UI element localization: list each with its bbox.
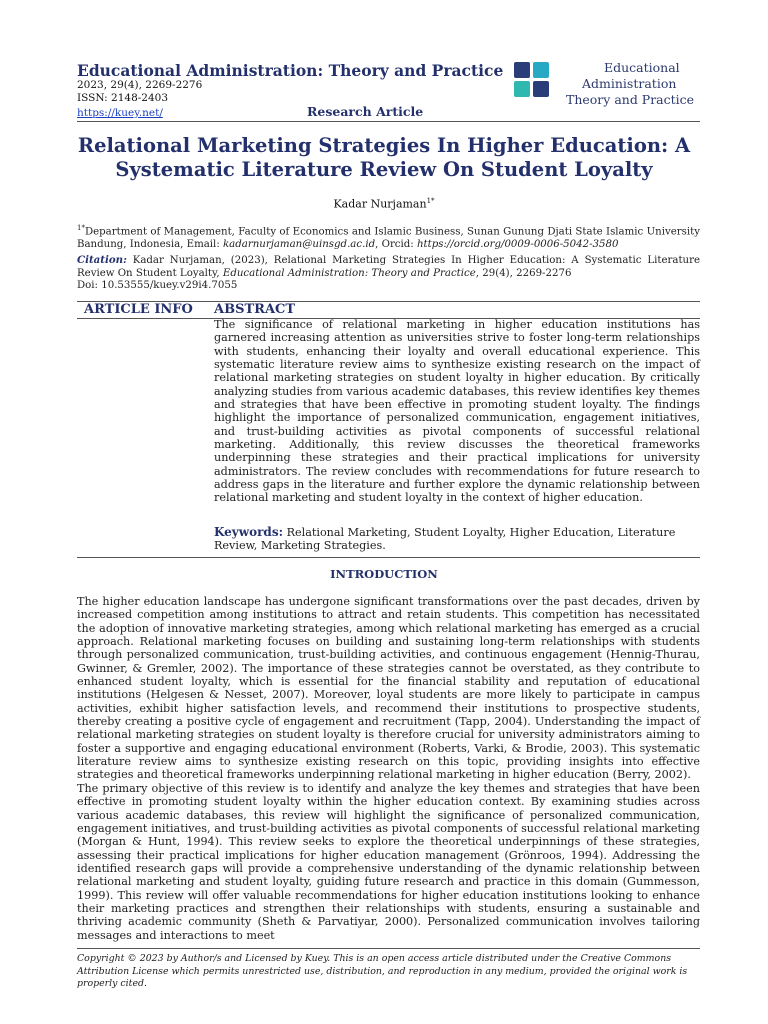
intro-paragraph: The higher education landscape has undergone significant transformations over the past decades, driven by increased competition among institutions to attract and retain students. This competition has necessitated the adoption of innovative marketing strategies, among which relational marketing has emerged as a crucial approach. Relational marketing focuses on building and sustaining long-term relationships with students through personalized communication, trust-building activities, and continuous engagement (Hennig-Thurau, Gwinner, & Gremler, 2002). The importance of these strategies cannot be overstated, as they contribute to enhanced student loyalty, which is essential for the financial stability and reputation of educational institutions (Helgesen & Nesset, 2007). Moreover, loyal students are more likely to participate in campus activities, exhibit higher satisfaction levels, and recommend their institutions to prospective students, thereby creating a positive cycle of engagement and recruitment (Tapp, 2004). Understanding the impact of relational marketing strategies on student loyalty is therefore crucial for university administrators aiming to foster a supportive and engaging educational environment (Roberts, Varki, & Brodie, 2003). This systematic literature review aims to synthesize existing research on this topic, providing insights into effective strategies and theoretical frameworks underpinning relational marketing in higher education (Berry, 2002). [77,595,700,782]
orcid-link[interactable]: https://orcid.org/0009-0006-5042-3580 [416,238,619,250]
affiliation-text: Department of Management, Faculty of Economics and Islamic Business, Sunan Gunung Djati State Islamic University Bandung, Indonesia, Email: [77,226,700,250]
logo-square-icon [514,62,530,78]
citation-block [77,254,700,293]
introduction-heading: INTRODUCTION [330,567,438,581]
article-type: Research Article [307,104,424,119]
abstract-text: The significance of relational marketing in higher education institutions has garnered increasing attention as universities strive to foster long-term relationships with students, enhancing their loyalty and overall educational experience. This systematic literature review aims to synthesize existing research on the impact of relational marketing strategies on student loyalty in higher education. By critically analyzing studies from various academic databases, this review identifies key themes and strategies that have been effective in promoting student loyalty. The findings highlight the importance of personalized communication, engagement initiatives, and trust-building activities as pivotal components of successful relational marketing. Additionally, this review discusses the theoretical frameworks underpinning these strategies and their practical implications for university administrators. The review concludes with recommendations for future research to address gaps in the literature and further explore the dynamic relationship between relational marketing and student loyalty in the context of higher education. [214,318,700,505]
journal-title: Educational Administration: Theory and Practice [77,61,504,80]
citation-label: Citation: [77,254,127,266]
footer-rule [77,948,700,949]
article-info-heading: ARTICLE INFO [84,302,193,317]
affiliation [77,222,700,251]
author-line [0,197,768,211]
logo-square-icon [533,81,549,97]
logo-square-icon [533,62,549,78]
citation-tail: , 29(4), 2269-2276 [475,267,572,279]
citation-journal: Educational Administration: Theory and Practice [222,267,476,279]
issn: ISSN: 2148-2403 [77,92,169,104]
logo-line-2: Administration [582,76,677,91]
volume-info: 2023, 29(4), 2269-2276 [77,79,203,91]
author-email[interactable]: kadarnurjaman@uinsgd.ac.id [223,238,376,250]
abstract-bottom-rule [77,557,700,558]
journal-url-link[interactable]: https://kuey.net/ [77,107,163,119]
logo-square-icon [514,81,530,97]
introduction-body [77,595,700,942]
abstract-heading: ABSTRACT [214,302,296,317]
header-rule [77,121,700,122]
keywords-text: Relational Marketing, Student Loyalty, Higher Education, Literature Review, Marketing Strategies. [214,526,676,553]
citation-text: Kadar Nurjaman, (2023), Relational Marketing Strategies In Higher Education: A Systematic Literature Review On Student Loyalty, [77,255,700,279]
logo-line-1: Educational [604,60,680,75]
orcid-label: , Orcid: [375,238,417,250]
author-name: Kadar Nurjaman [333,197,427,211]
logo-line-3: Theory and Practice [566,92,695,107]
doi: Doi: 10.53555/kuey.v29i4.7055 [77,280,238,291]
affiliation-superscript: 1* [77,224,85,232]
keywords-label: Keywords: [214,525,284,539]
journal-logo [514,60,694,110]
copyright-footer: Copyright © 2023 by Author/s and Licensed by Kuey. This is an open access article distributed under the Creative Commons Attribution License which permits unrestricted use, distribution, and reproduction in any medium, provided the original work is properly cited. [77,953,688,989]
intro-paragraph: The primary objective of this review is to identify and analyze the key themes and strategies that have been effective in promoting student loyalty within the higher education context. By examining studies across various academic databases, this review will highlight the significance of personalized communication, engagement initiatives, and trust-building activities as pivotal components of successful relational marketing (Morgan & Hunt, 1994). This review seeks to explore the theoretical underpinnings of these strategies, assessing their practical implications for higher education management (Grönroos, 1994). Addressing the identified research gaps will provide a comprehensive understanding of the dynamic relationship between relational marketing and student loyalty, guiding future research and practice in this domain (Gummesson, 1999). This review will offer valuable recommendations for higher education institutions looking to enhance their marketing practices and strengthen their relationships with students, ensuring a sustainable and thriving academic community (Sheth & Parvatiyar, 2000). Personalized communication involves tailoring messages and interactions to meet [77,781,700,942]
article-title: Relational Marketing Strategies In Higher Education: A Systematic Literature Review On Student Loyalty [77,134,691,181]
author-superscript: 1* [426,197,435,205]
keywords-block [214,526,700,553]
